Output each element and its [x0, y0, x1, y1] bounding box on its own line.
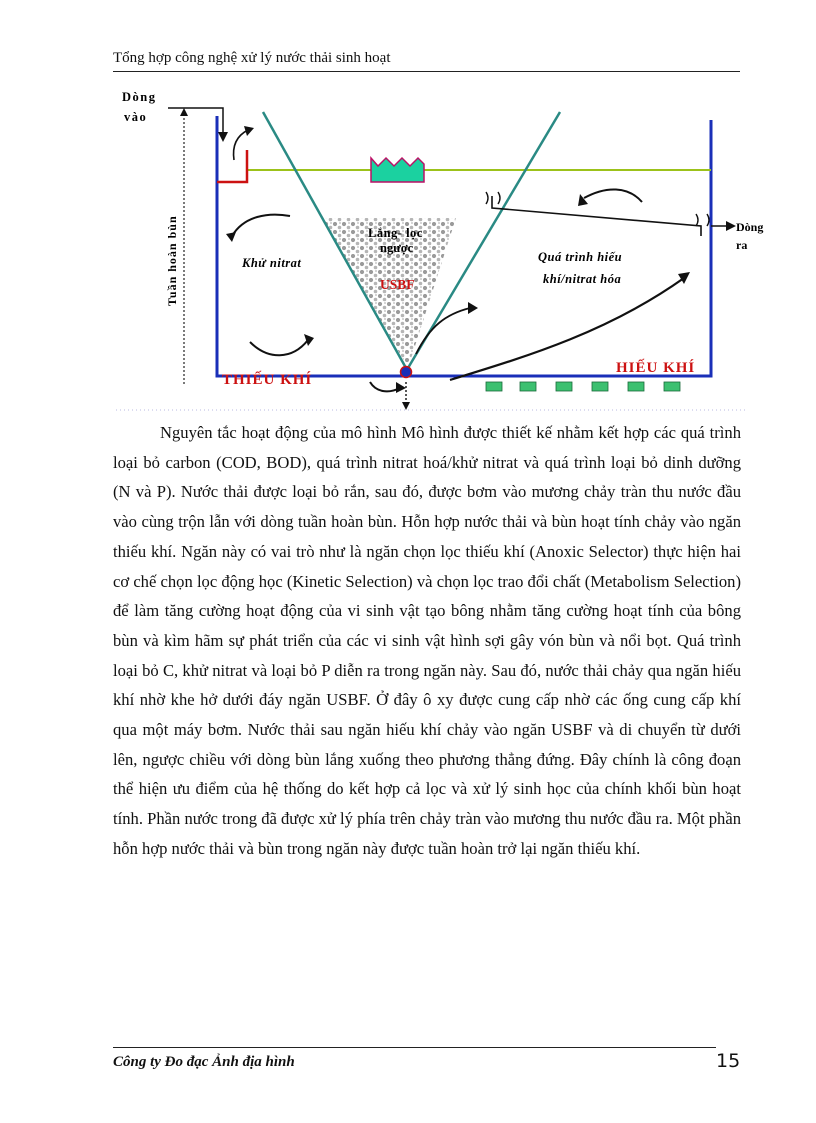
anoxic-top-arrow — [232, 215, 290, 236]
body-paragraph: Nguyên tắc hoạt động của mô hình Mô hình được thiết kế nhằm kết hợp các quá trình loại bỏ carbon (COD, BOD), quá trình nitrat hoá/khử nitrat và quá trình loại bỏ dinh dưỡng (N và P). Nước thải được loại bỏ rắn, sau đó, được bơm vào mương chảy tràn thu nước đầu vào cùng trộn lẫn với dòng tuần hoàn bùn. Hỗn hợp nước thải và bùn hoạt tính chảy vào ngăn thiếu khí. Ngăn này có vai trò như là ngăn chọn lọc thiếu khí (Anoxic Selector) thực hiện hai cơ chế chọn lọc động học (Kinetic Selection) và chọn lọc trao đổi chất (Metabolism Selection) để làm tăng cường hoạt động của vi sinh vật tạo bông nhằm tăng cường hoạt tính của bông bùn và kìm hãm sự phát triển của các vi sinh vật hình sợi gây vón bùn và nổi bọt. Quá trình loại bỏ C, khử nitrat và loại bỏ P diễn ra trong ngăn này. Sau đó, nước thải chảy qua ngăn hiếu khí nhờ khe hở dưới đáy ngăn USBF. Ở đây ô xy được cung cấp nhờ các ống cung cấp khí qua một máy bơm. Nước thải sau ngăn hiếu khí chảy vào ngăn USBF và di chuyển từ dưới lên, ngược chiều với dòng bùn lắng xuống theo phương thẳng đứng. Đây chính là công đoạn thể hiện ưu điểm của hệ thống do kết hợp cả lọc và xử lý sinh học của chính khối bùn hoạt tính. Phần nước trong đã được xử lý phía trên chảy tràn vào mương thu nước đầu ra. Một phần hỗn hợp nước thải và bùn trong ngăn này được tuần hoàn trở lại ngăn thiếu khí. — [113, 423, 741, 858]
aerobic-process-label-2: khí/nitrat hóa — [543, 272, 622, 286]
inflow-label-1: Dòng — [122, 90, 157, 104]
cone-outlet-valve — [401, 367, 412, 378]
inflow-label-2: vào — [124, 110, 148, 124]
header-divider — [113, 71, 740, 72]
footer-divider — [113, 1047, 716, 1048]
aerobic-process-label-1: Quá trình hiếu — [538, 250, 623, 264]
footer-company: Công ty Đo đạc Ảnh địa hình — [113, 1054, 295, 1070]
outlet-pipe — [492, 196, 701, 236]
outflow-label-2: ra — [736, 238, 748, 252]
anoxic-zone-label: THIẾU KHÍ — [222, 372, 313, 388]
overflow-weir — [371, 158, 424, 182]
aerobic-top-arrow — [584, 189, 642, 202]
denitrification-label: Khử nitrat — [242, 256, 302, 270]
settling-label-2: ngược — [380, 241, 414, 255]
settling-label-1: Lắng- lọc — [368, 226, 423, 240]
inlet-channel — [217, 150, 247, 182]
outflow-label-1: Dòng — [736, 220, 764, 234]
anoxic-bottom-arrow — [250, 340, 308, 355]
inflow-arrow — [168, 108, 223, 136]
recirc-label: Tuần hoàn bùn — [165, 215, 179, 306]
anoxic-bottom-left-arrow — [370, 382, 400, 391]
tank-wall — [217, 116, 711, 376]
usbf-label: USBF — [380, 277, 415, 292]
air-diffusers — [486, 382, 680, 391]
page-header-title: Tổng hợp công nghệ xử lý nước thải sinh hoạt — [113, 50, 391, 66]
usbf-diagram — [108, 86, 764, 416]
page-number: 15 — [716, 1050, 741, 1072]
aerobic-zone-label: HIẾU KHÍ — [616, 360, 696, 376]
body-text — [113, 418, 741, 864]
